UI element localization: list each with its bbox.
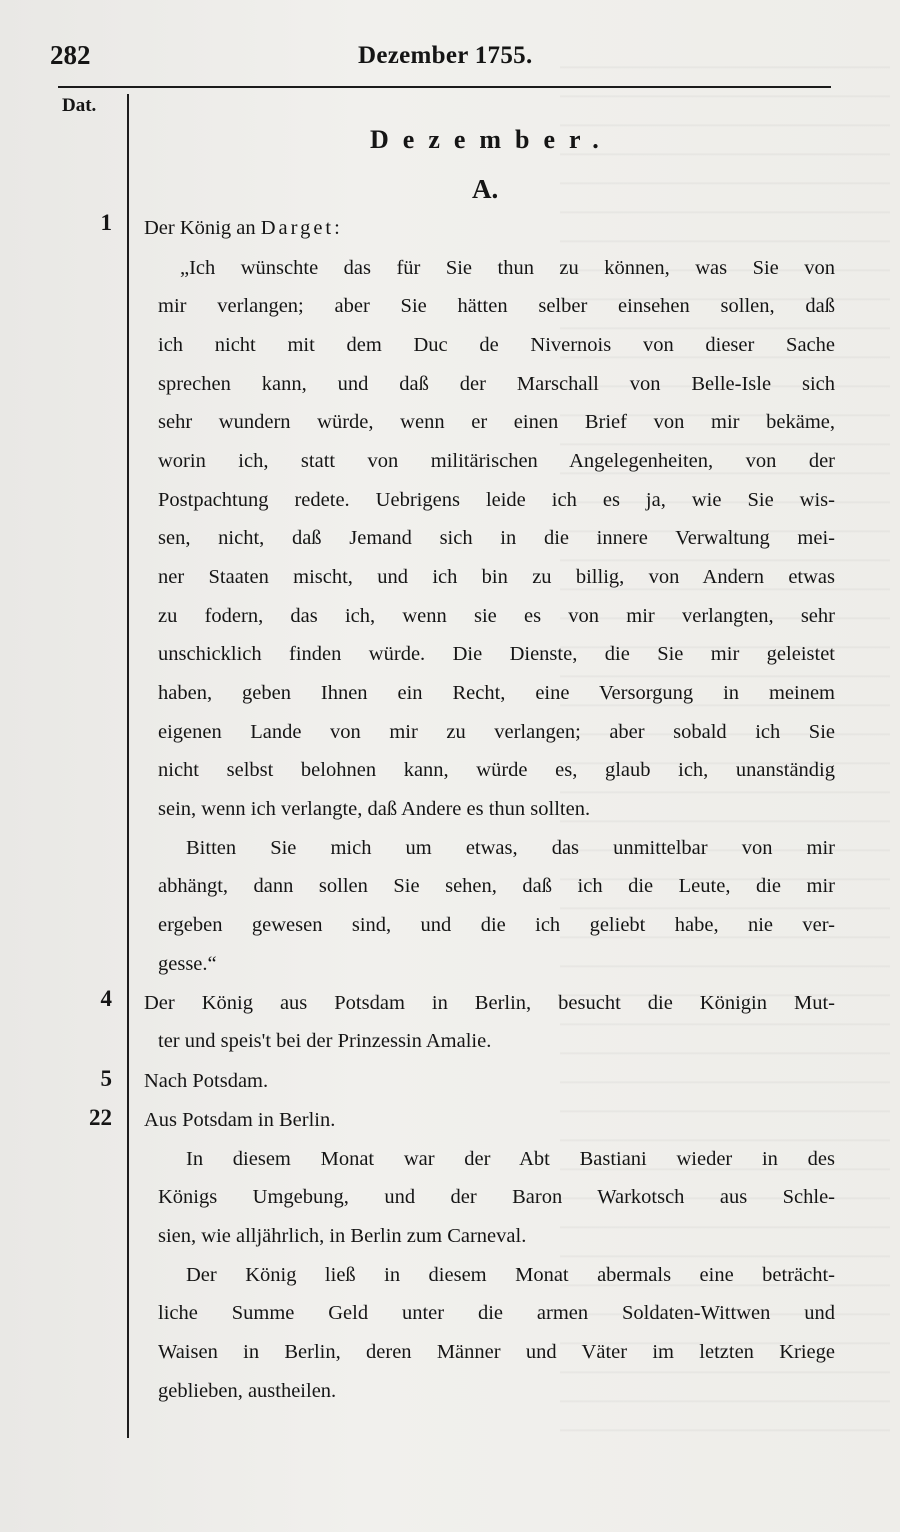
section-letter: A.: [472, 174, 499, 204]
letter-line: sehr wundern würde, wenn er einen Brief von mir bekäme,: [158, 411, 835, 433]
letter-line: mir verlangen; aber Sie hätten selber einsehen sollen, daß: [158, 295, 835, 317]
letter-line: nicht selbst belohnen kann, würde es, glaub ich, unanständig: [158, 759, 835, 781]
letter-line: sprechen kann, und daß der Marschall von Belle-Isle sich: [158, 373, 835, 395]
letter-line: sein, wenn ich verlangte, daß Andere es thun sollten.: [158, 798, 591, 820]
letter-line: haben, geben Ihnen ein Recht, eine Versorgung in meinem: [158, 682, 835, 704]
letter-line: Bitten Sie mich um etwas, das unmittelbar von mir: [186, 837, 835, 859]
date-column-divider: [127, 94, 129, 1438]
letter-line: unschicklich finden würde. Die Dienste, die Sie mir geleistet: [158, 643, 835, 665]
date-22: 22: [89, 1105, 112, 1130]
date-5: 5: [100, 1066, 112, 1091]
letter-line: ner Staaten mischt, und ich bin zu billig, von Andern etwas: [158, 566, 835, 588]
entry-4-line: Der König aus Potsdam in Berlin, besucht die Königin Mut-: [144, 992, 835, 1014]
entry-22-line: Königs Umgebung, und der Baron Warkotsch aus Schle-: [158, 1186, 835, 1208]
date-4: 4: [100, 986, 112, 1011]
date-1: 1: [100, 210, 112, 235]
letter-line: worin ich, statt von militärischen Angelegenheiten, von der: [158, 450, 835, 472]
page-number: 282: [50, 40, 91, 70]
page-header: [50, 40, 840, 80]
letter-line: eigenen Lande von mir zu verlangen; aber sobald ich Sie: [158, 721, 835, 743]
entry-22-line: Der König ließ in diesem Monat abermals eine beträcht-: [186, 1264, 835, 1286]
letter-line: sen, nicht, daß Jemand sich in die innere Verwaltung mei-: [158, 527, 835, 549]
date-column-label: Dat.: [62, 95, 97, 116]
letter-line: Postpachtung redete. Uebrigens leide ich es ja, wie Sie wis-: [158, 489, 835, 511]
letter-line: ich nicht mit dem Duc de Nivernois von dieser Sache: [158, 334, 835, 356]
entry-4-line: ter und speis't bei der Prinzessin Amalie.: [158, 1030, 492, 1052]
entry-22-line: liche Summe Geld unter die armen Soldaten-Wittwen und: [158, 1302, 835, 1324]
entry-22-line: sien, wie alljährlich, in Berlin zum Carneval.: [158, 1225, 527, 1247]
running-head: Dezember 1755.: [358, 42, 533, 69]
letter-line: abhängt, dann sollen Sie sehen, daß ich die Leute, die mir: [158, 875, 835, 897]
entry-1-intro: [144, 214, 343, 242]
entry-1-intro-text: Der König an: [144, 217, 256, 239]
entry-22-line: In diesem Monat war der Abt Bastiani wieder in des: [186, 1148, 835, 1170]
letter-line: „Ich wünschte das für Sie thun zu können, was Sie von: [180, 257, 835, 279]
letter-line: ergeben gewesen sind, und die ich geliebt habe, nie ver-: [158, 914, 835, 936]
letter-line: gesse.“: [158, 953, 217, 975]
letter-line: zu fodern, das ich, wenn sie es von mir verlangten, sehr: [158, 605, 835, 627]
header-rule: [58, 86, 831, 88]
entry-22-line: geblieben, austheilen.: [158, 1380, 337, 1402]
entry-5-text: Nach Potsdam.: [144, 1070, 269, 1092]
section-title: Dezember.: [370, 125, 613, 154]
entry-22-line: Waisen in Berlin, deren Männer und Väter im letzten Kriege: [158, 1341, 835, 1363]
entry-1-recipient: Darget:: [260, 217, 343, 239]
entry-22-text: Aus Potsdam in Berlin.: [144, 1109, 336, 1131]
